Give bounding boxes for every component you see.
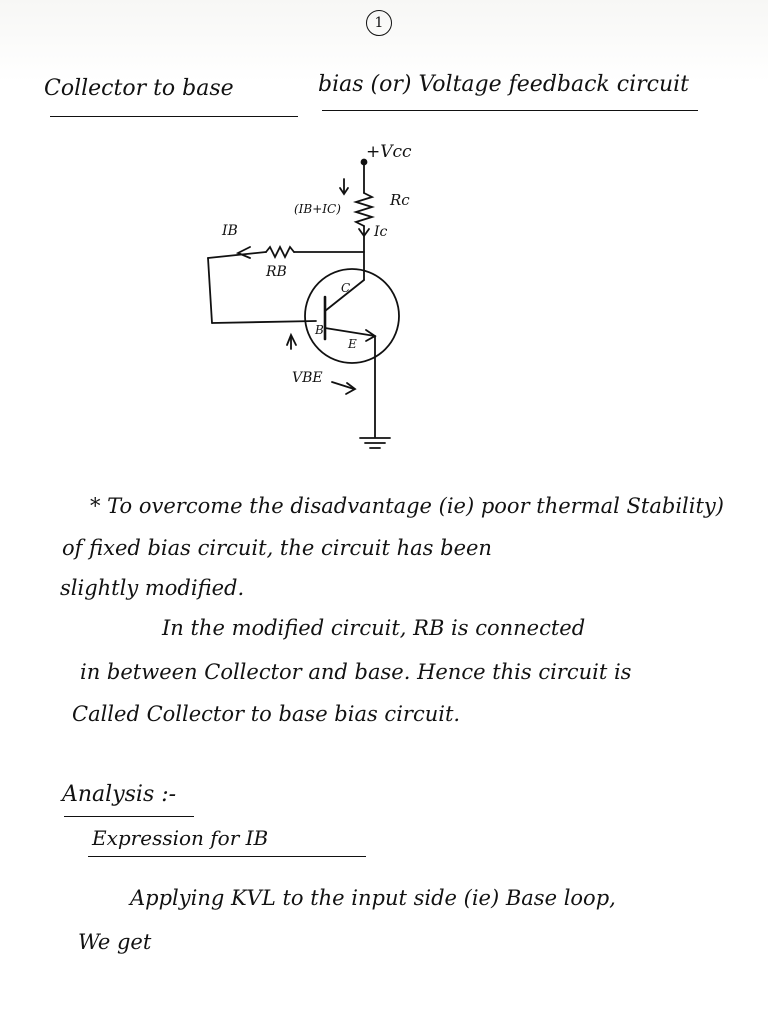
title-underline-1: [50, 116, 298, 117]
title-part-1: Collector to base: [44, 76, 234, 101]
title-part-2: bias (or) Voltage feedback circuit: [318, 72, 689, 97]
paragraph-2-line-2: in between Collector and base. Hence this circuit is: [80, 660, 632, 684]
base-wire: [212, 321, 316, 323]
rc-resistor: [356, 193, 372, 226]
ic-label: Ic: [374, 224, 388, 240]
title-underline-2: [322, 110, 698, 111]
analysis-line-2: We get: [78, 930, 152, 954]
paragraph-1-line-1: * To overcome the disadvantage (ie) poor thermal Stability): [90, 494, 724, 518]
collector-label: C: [341, 281, 351, 295]
rb-label: RB: [266, 264, 287, 280]
ib-ic-label: (IB+IC): [294, 202, 341, 216]
analysis-line-1: Applying KVL to the input side (ie) Base loop,: [130, 886, 616, 910]
ib-label: IB: [222, 223, 238, 239]
subheading-underline: [88, 856, 366, 857]
feedback-left-wire: [208, 258, 212, 323]
analysis-heading: Analysis :-: [62, 782, 177, 807]
analysis-underline: [64, 816, 194, 817]
collector-base-bias-circuit: [190, 135, 490, 465]
vcc-label: +Vcc: [366, 142, 412, 162]
base-label: B: [315, 323, 324, 337]
rb-resistor: [266, 247, 294, 257]
page-number: 1: [366, 10, 392, 36]
analysis-subheading: Expression for IB: [92, 826, 269, 850]
ib-arrow: [238, 247, 250, 258]
vbe-label: VBE: [292, 370, 323, 386]
paragraph-1-line-3: slightly modified.: [60, 576, 245, 600]
emitter-label: E: [348, 337, 357, 351]
rc-label: Rc: [390, 191, 410, 209]
paragraph-1-line-2: of fixed bias circuit, the circuit has been: [62, 536, 492, 560]
paragraph-2-line-3: Called Collector to base bias circuit.: [72, 702, 461, 726]
paragraph-2-line-1: In the modified circuit, RB is connected: [162, 616, 586, 640]
